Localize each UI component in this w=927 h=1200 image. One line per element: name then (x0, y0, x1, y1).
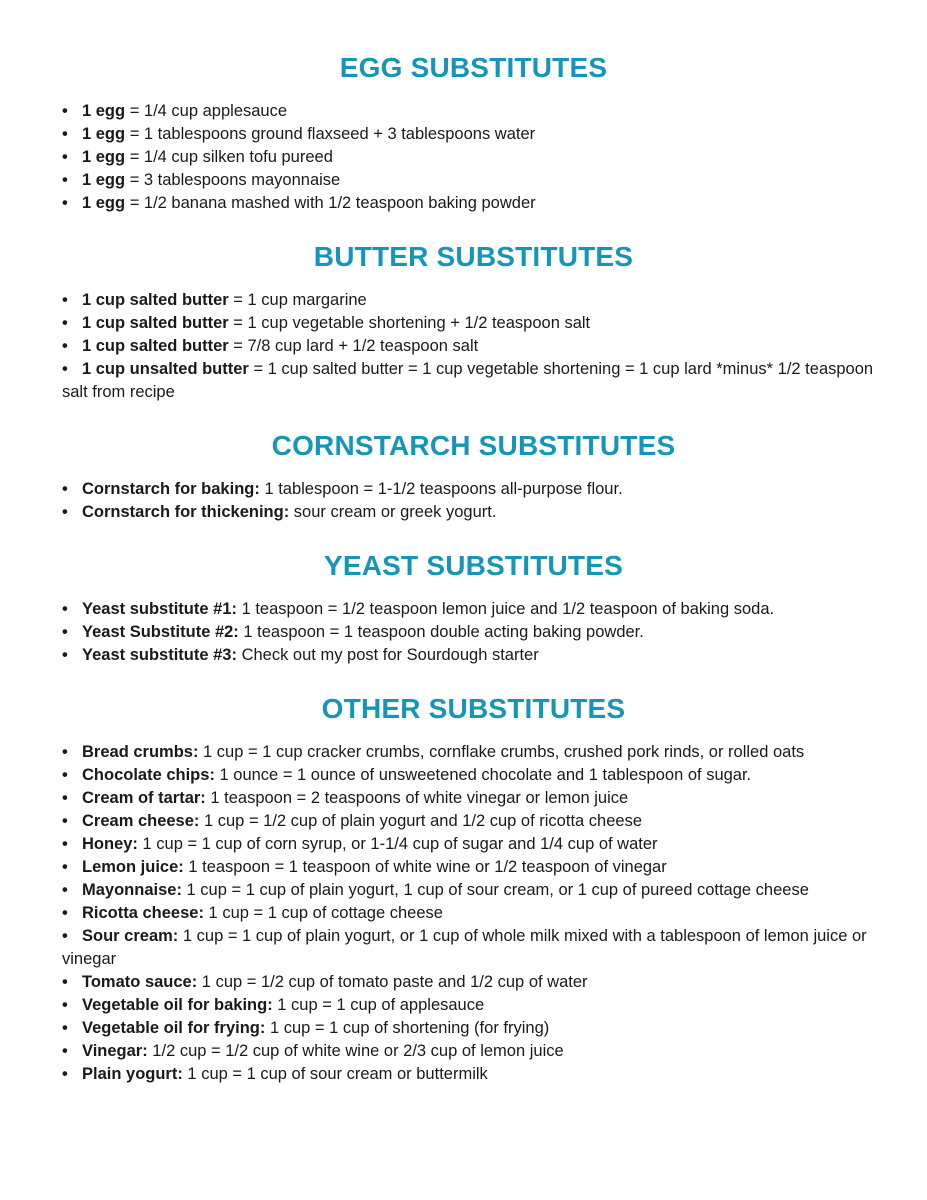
item-description: 1 cup = 1 cup of shortening (for frying) (265, 1019, 550, 1037)
list-item (62, 971, 887, 994)
item-description: = 1 tablespoons ground flaxseed + 3 tablespoons water (125, 125, 536, 143)
section-title: YEAST SUBSTITUTES (324, 550, 623, 581)
item-description: = 1 cup salted butter = 1 cup vegetable shortening = 1 cup lard *minus* 1/2 teaspoon salt from recipe (62, 360, 874, 401)
list-item (62, 810, 887, 833)
list-item (62, 312, 887, 335)
item-term: Cornstarch for thickening: (82, 503, 290, 521)
list-item (62, 478, 887, 501)
section-title: EGG SUBSTITUTES (339, 52, 608, 83)
item-description: = 1/2 banana mashed with 1/2 teaspoon baking powder (125, 194, 536, 212)
section-title: BUTTER SUBSTITUTES (313, 241, 634, 272)
bullet-icon: • (62, 1065, 68, 1083)
bullet-icon: • (62, 789, 68, 807)
item-term: 1 egg (82, 171, 126, 189)
list-item (62, 621, 887, 644)
section-title: OTHER SUBSTITUTES (321, 693, 626, 724)
item-description: = 1/4 cup applesauce (125, 102, 288, 120)
list-item (62, 501, 887, 524)
cornstarch-substitutes-section (62, 426, 887, 524)
item-term: Mayonnaise: (82, 881, 182, 899)
item-term: Vegetable oil for baking: (82, 996, 273, 1014)
item-term: 1 cup salted butter (82, 314, 229, 332)
list-item (62, 902, 887, 925)
bullet-icon: • (62, 314, 68, 332)
bullet-icon: • (62, 835, 68, 853)
item-description: = 7/8 cup lard + 1/2 teaspoon salt (228, 337, 479, 355)
item-term: Honey: (82, 835, 138, 853)
bullet-icon: • (62, 646, 68, 664)
item-term: Yeast substitute #3: (82, 646, 237, 664)
list-item (62, 289, 887, 312)
item-term: Cream cheese: (82, 812, 200, 830)
bullet-icon: • (62, 1042, 68, 1060)
item-description: Check out my post for Sourdough starter (236, 646, 539, 664)
item-term: 1 cup salted butter (82, 337, 229, 355)
list-item (62, 741, 887, 764)
item-term: Cornstarch for baking: (82, 480, 260, 498)
item-description: 1 teaspoon = 2 teaspoons of white vinegar or lemon juice (205, 789, 629, 807)
bullet-icon: • (62, 858, 68, 876)
list-item (62, 1063, 887, 1086)
bullet-icon: • (62, 904, 68, 922)
bullet-icon: • (62, 337, 68, 355)
item-term: 1 cup unsalted butter (82, 360, 249, 378)
bullet-icon: • (62, 480, 68, 498)
list-item (62, 169, 887, 192)
list-item (62, 925, 887, 971)
substitute-list (62, 741, 887, 1086)
item-term: Yeast substitute #1: (82, 600, 237, 618)
list-item (62, 123, 887, 146)
list-item (62, 1040, 887, 1063)
bullet-icon: • (62, 125, 68, 143)
item-description: sour cream or greek yogurt. (289, 503, 497, 521)
item-description: 1 teaspoon = 1/2 teaspoon lemon juice and 1/2 teaspoon of baking soda. (236, 600, 775, 618)
bullet-icon: • (62, 881, 68, 899)
item-description: 1 cup = 1/2 cup of plain yogurt and 1/2 cup of ricotta cheese (199, 812, 642, 830)
substitute-list (62, 289, 887, 404)
egg-substitutes-section (62, 48, 887, 215)
section-title: CORNSTARCH SUBSTITUTES (271, 430, 676, 461)
bullet-icon: • (62, 743, 68, 761)
substitute-list (62, 598, 887, 667)
item-term: 1 cup salted butter (82, 291, 229, 309)
bullet-icon: • (62, 973, 68, 991)
item-term: Plain yogurt: (82, 1065, 183, 1083)
list-item (62, 100, 887, 123)
list-item (62, 358, 887, 404)
item-description: = 1/4 cup silken tofu pureed (125, 148, 333, 166)
list-item (62, 994, 887, 1017)
item-description: 1 cup = 1 cup of plain yogurt, 1 cup of sour cream, or 1 cup of pureed cottage cheese (181, 881, 809, 899)
item-term: Sour cream: (82, 927, 179, 945)
bullet-icon: • (62, 996, 68, 1014)
item-description: 1 teaspoon = 1 teaspoon of white wine or 1/2 teaspoon of vinegar (183, 858, 667, 876)
list-item (62, 764, 887, 787)
list-item (62, 598, 887, 621)
bullet-icon: • (62, 600, 68, 618)
list-item (62, 644, 887, 667)
bullet-icon: • (62, 171, 68, 189)
item-description: 1 ounce = 1 ounce of unsweetened chocolate and 1 tablespoon of sugar. (214, 766, 752, 784)
item-term: Ricotta cheese: (82, 904, 204, 922)
item-term: Tomato sauce: (82, 973, 198, 991)
item-description: 1 cup = 1/2 cup of tomato paste and 1/2 cup of water (197, 973, 588, 991)
bullet-icon: • (62, 927, 68, 945)
bullet-icon: • (62, 766, 68, 784)
item-description: 1 cup = 1 cup of cottage cheese (203, 904, 443, 922)
substitute-list (62, 100, 887, 215)
bullet-icon: • (62, 102, 68, 120)
item-description: 1 cup = 1 cup of corn syrup, or 1-1/4 cup of sugar and 1/4 cup of water (137, 835, 658, 853)
item-term: Lemon juice: (82, 858, 184, 876)
list-item (62, 879, 887, 902)
other-substitutes-section (62, 689, 887, 1086)
item-description: = 3 tablespoons mayonnaise (125, 171, 341, 189)
item-term: Vegetable oil for frying: (82, 1019, 266, 1037)
bullet-icon: • (62, 360, 68, 378)
item-term: Vinegar: (82, 1042, 148, 1060)
list-item (62, 192, 887, 215)
item-description: = 1 cup margarine (228, 291, 367, 309)
item-term: 1 egg (82, 148, 126, 166)
bullet-icon: • (62, 812, 68, 830)
item-description: 1 cup = 1 cup of applesauce (272, 996, 485, 1014)
bullet-icon: • (62, 623, 68, 641)
list-item (62, 787, 887, 810)
item-term: Cream of tartar: (82, 789, 206, 807)
item-description: = 1 cup vegetable shortening + 1/2 teaspoon salt (228, 314, 591, 332)
bullet-icon: • (62, 1019, 68, 1037)
item-description: 1 cup = 1 cup of sour cream or buttermilk (182, 1065, 488, 1083)
yeast-substitutes-section (62, 546, 887, 667)
item-term: Bread crumbs: (82, 743, 199, 761)
item-term: Chocolate chips: (82, 766, 215, 784)
butter-substitutes-section (62, 237, 887, 404)
item-description: 1 teaspoon = 1 teaspoon double acting baking powder. (238, 623, 644, 641)
item-description: 1 cup = 1 cup of plain yogurt, or 1 cup of whole milk mixed with a tablespoon of lemon juice or vinegar (62, 927, 867, 968)
item-term: 1 egg (82, 102, 126, 120)
bullet-icon: • (62, 291, 68, 309)
list-item (62, 335, 887, 358)
list-item (62, 1017, 887, 1040)
item-description: 1/2 cup = 1/2 cup of white wine or 2/3 cup of lemon juice (147, 1042, 564, 1060)
bullet-icon: • (62, 503, 68, 521)
substitute-list (62, 478, 887, 524)
bullet-icon: • (62, 194, 68, 212)
item-description: 1 cup = 1 cup cracker crumbs, cornflake crumbs, crushed pork rinds, or rolled oats (198, 743, 805, 761)
list-item (62, 856, 887, 879)
item-term: 1 egg (82, 194, 126, 212)
item-term: Yeast Substitute #2: (82, 623, 239, 641)
bullet-icon: • (62, 148, 68, 166)
item-description: 1 tablespoon = 1-1/2 teaspoons all-purpose flour. (259, 480, 623, 498)
item-term: 1 egg (82, 125, 126, 143)
list-item (62, 146, 887, 169)
list-item (62, 833, 887, 856)
